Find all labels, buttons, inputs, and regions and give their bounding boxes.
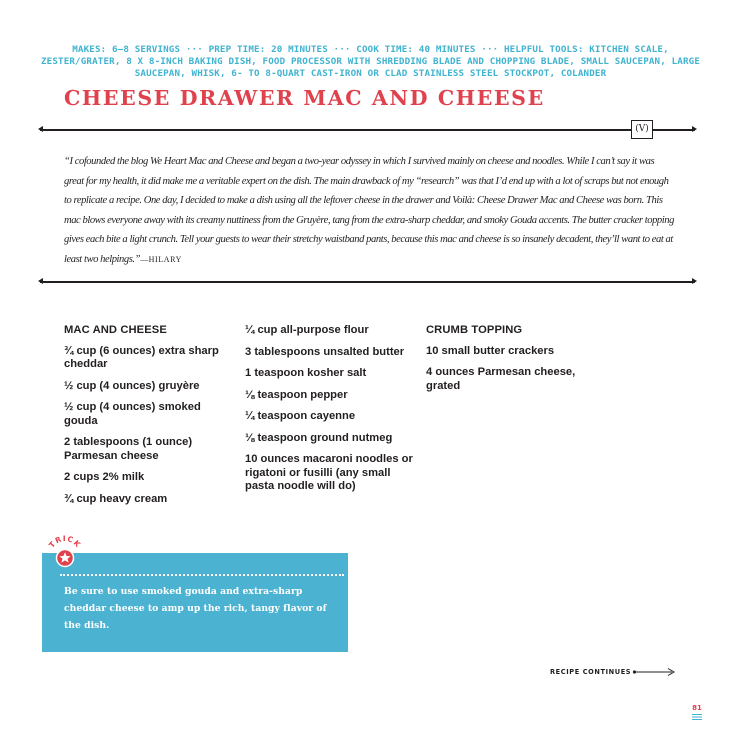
divider-arrow-left-icon [38,278,43,284]
ingredient-item: ⅛ teaspoon ground nutmeg [245,431,393,444]
page-number: 81 [692,704,702,712]
arrow-right-icon [632,667,676,677]
section-heading-crumb-topping: CRUMB TOPPING [426,324,523,336]
page-number-ornament-icon [691,713,703,721]
top-divider [40,129,695,131]
ingredient-item: ¾ cup heavy cream [64,492,168,505]
ingredient-item: 3 tablespoons unsalted butter [245,345,405,358]
ingredient-item: ½ cup (4 ounces) gruyère [64,379,200,392]
section-heading-mac-and-cheese: MAC AND CHEESE [64,324,167,336]
divider-arrow-right-icon [692,126,697,132]
trick-text: Be sure to use smoked gouda and extra-sharp cheddar cheese to amp up the rich, tangy flavor of the dish. [64,586,327,631]
ingredient-item: ⅛ teaspoon pepper [245,388,348,401]
divider-arrow-right-icon [692,278,697,284]
ingredient-item: 2 tablespoons (1 ounce) Parmesan cheese [64,436,193,462]
intro-quote [64,152,676,269]
ingredient-item: ¾ cup (6 ounces) extra sharp cheddar [64,344,219,370]
trick-dotted-divider [60,574,344,576]
divider-arrow-left-icon [38,126,43,132]
ingredient-item: 10 small butter crackers [426,344,555,357]
ingredient-item: 10 ounces macaroni noodles or rigatoni or fusilli (any small pasta noodle will do) [245,453,413,492]
ingredient-item: ½ cup (4 ounces) smoked gouda [64,401,201,427]
ingredient-item: 1 teaspoon kosher salt [245,367,367,379]
vegetarian-badge: (V) [631,120,653,139]
recipe-meta: MAKES: 6–8 SERVINGS ··· PREP TIME: 20 MINUTES ··· COOK TIME: 40 MINUTES ··· HELPFUL TOOLS: KITCHEN SCALE, ZESTER/GRATER, 8 X 8-INCH BAKING DISH, FOOD PROCESSOR WITH SHREDDING BLADE AND CHOPPING BLADE, SMALL SAUCEPAN, LARGE SAUCEPAN, WHISK, 6- TO 8-QUART CAST-IRON OR CLAD STAINLESS STEEL STOCKPOT, COLANDER [40,44,701,79]
intro-text: “I cofounded the blog We Heart Mac and Cheese and began a two-year odyssey in which I survived mainly on cheese and noodles. While I can’t say it was great for my health, it did make me a veritable expert on the dish. The main drawback of my “research” was that I’d end up with a lot of scraps but not enough to replicate a recipe. One day, I decided to make a dish using all the leftover cheese in the drawer and Voilà: Cheese Drawer Mac and Cheese was born. This mac blows everyone away with its creamy nuttiness from the Gruyère, tang from the extra-sharp cheddar, and smoky Gouda accents. The butter cracker topping gives each bite a light crunch. Tell your guests to wear their stretchy waistband pants, because this mac and cheese is so insanely decadent, they’ll want to eat at least two helpings.” [64,156,674,265]
recipe-title: CHEESE DRAWER MAC AND CHEESE [64,86,545,110]
ingredients-column-3 [426,324,596,401]
ingredients-column-2 [245,324,415,502]
ingredient-item: ¼ cup all-purpose flour [245,324,369,336]
ingredient-item: 4 ounces Parmesan cheese, grated [426,366,576,392]
trick-callout [42,553,348,652]
middle-divider [40,281,695,283]
intro-signature: —HILARY [140,254,183,264]
recipe-continues-label: RECIPE CONTINUES [550,668,632,676]
trick-label: TRICK [47,534,83,550]
trick-star-badge-icon [46,534,84,572]
ingredient-item: ¼ teaspoon cayenne [245,410,356,422]
ingredient-item: 2 cups 2% milk [64,471,145,483]
ingredients-column-1 [64,324,234,514]
